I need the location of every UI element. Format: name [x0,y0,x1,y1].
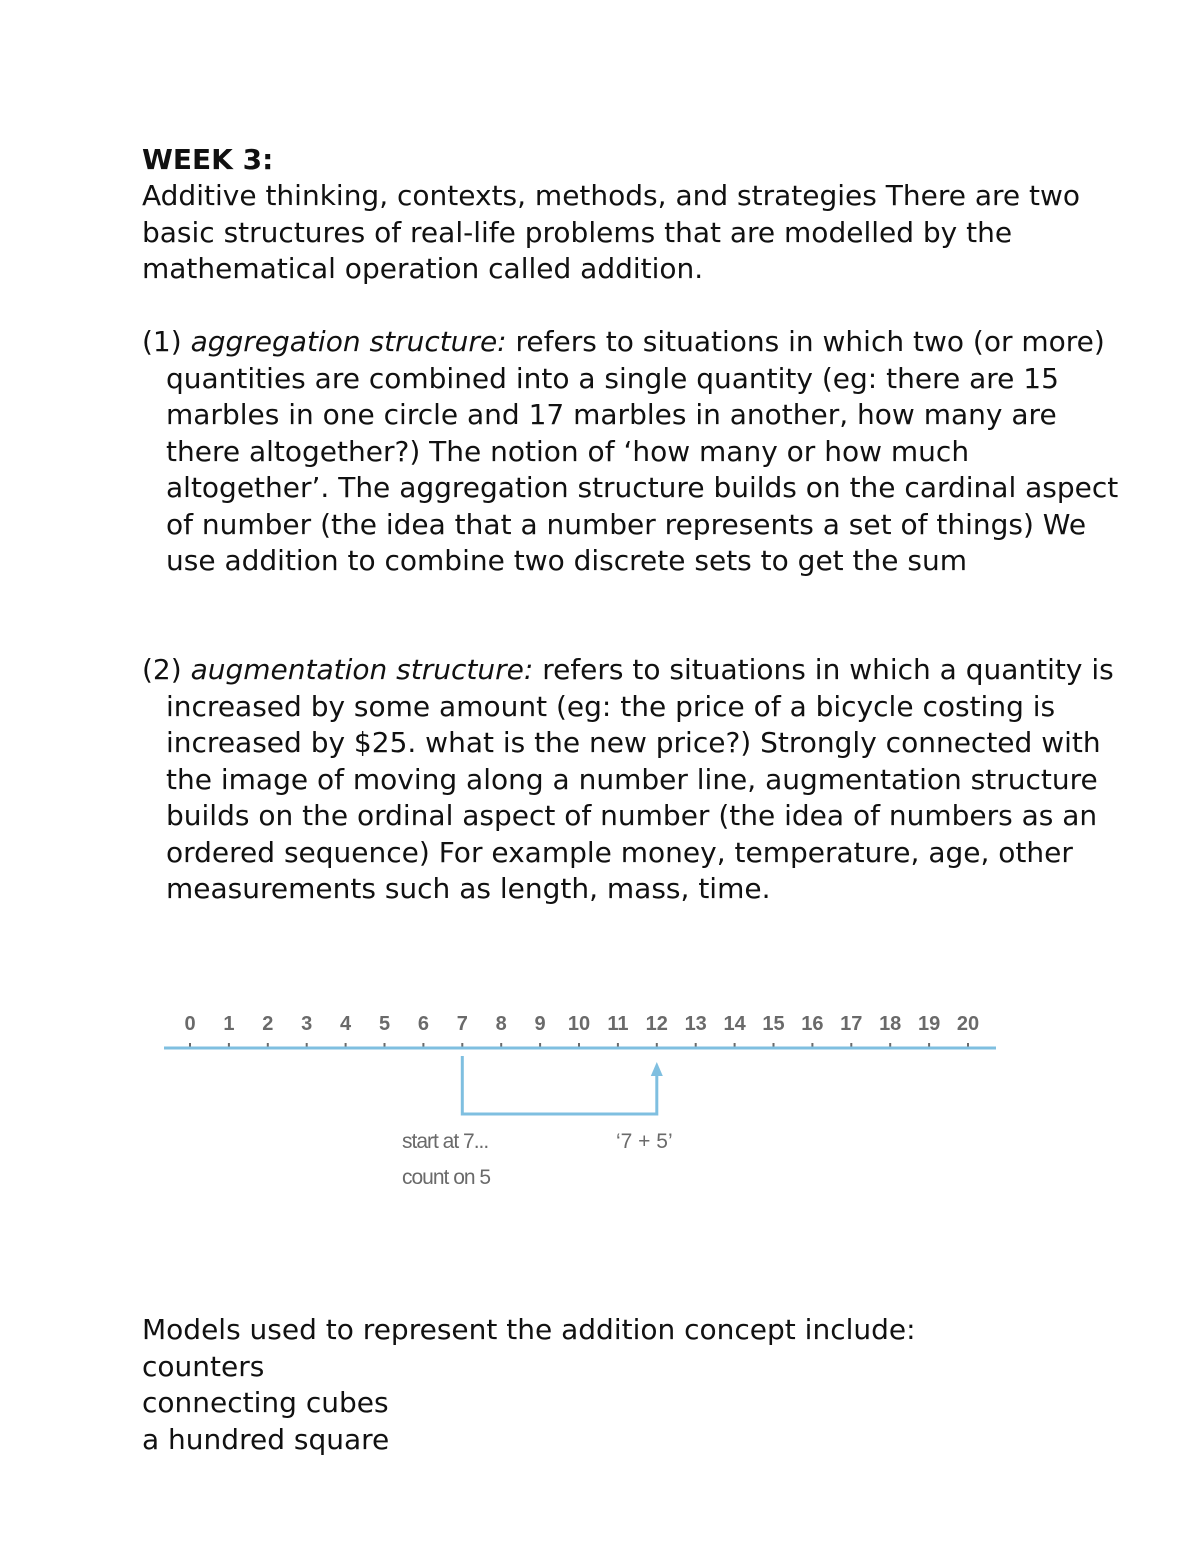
tick-label: 6 [417,1013,429,1035]
tick-label: 14 [723,1013,746,1035]
number-line-svg [150,998,1010,1208]
arrowhead-icon [651,1062,663,1076]
aggregation-item [142,324,1126,580]
tick-label: 2 [262,1013,274,1035]
list-item: a hundred square [142,1422,390,1456]
models-section [142,1312,1102,1458]
page-heading: WEEK 3: [142,143,274,176]
sum-label: ‘7 + 5’ [616,1130,673,1153]
tick-label: 18 [879,1013,902,1035]
item-text: refers to situations in which a quantity is increased by some amount (eg: the price of a bicycle costing is increased by $25. what is the new price?) Strongly connected with the image of moving along a number line, augmentation structure builds on the ordinal aspect of number (the idea of numbers as an ordered sequence) For example money, temperature, age, other measurements such as length, mass, time. [166,653,1114,905]
tick-label: 1 [223,1013,235,1035]
tick-label: 9 [534,1013,546,1035]
tick-label: 7 [456,1013,468,1035]
tick-label: 11 [607,1013,629,1035]
number-line-figure [150,998,1010,1208]
count-on-label: count on 5 [402,1166,491,1189]
item-term: aggregation structure: [190,325,507,358]
intro-paragraph: Additive thinking, contexts, methods, and strategies There are two basic structures of real-life problems that are modelled by the mathematical operation called addition. [142,179,1081,285]
models-intro: Models used to represent the addition concept include: [142,1313,916,1346]
tick-label: 5 [378,1013,391,1035]
tick-label: 17 [840,1013,863,1035]
augmentation-item [142,652,1126,908]
tick-label: 15 [762,1013,785,1035]
item-text: refers to situations in which two (or more) quantities are combined into a single quantity (eg: there are 15 marbles in one circle and 17 marbles in another, how many are there altogether?) The notion of ‘how many or how much altogether’. The aggregation structure builds on the cardinal aspect of number (the idea that a number represents a set of things) We use addition to combine two discrete sets to get the sum [166,325,1119,577]
tick-label: 8 [495,1013,507,1035]
item-number: (1) [142,325,182,358]
tick-label: 13 [684,1013,707,1035]
start-label: start at 7... [402,1130,489,1153]
list-item: counters [142,1349,265,1383]
tick-label: 3 [301,1013,313,1035]
tick-label: 10 [567,1013,591,1035]
tick-label: 12 [645,1013,668,1035]
tick-label: 16 [801,1013,824,1035]
count-on-bracket [462,1056,657,1114]
item-number: (2) [142,653,182,686]
item-term: augmentation structure: [190,653,534,686]
list-item: connecting cubes [142,1386,389,1419]
tick-label: 19 [917,1013,941,1035]
tick-label: 20 [956,1013,980,1035]
tick-label: 4 [340,1013,352,1035]
tick-label: 0 [184,1013,196,1035]
